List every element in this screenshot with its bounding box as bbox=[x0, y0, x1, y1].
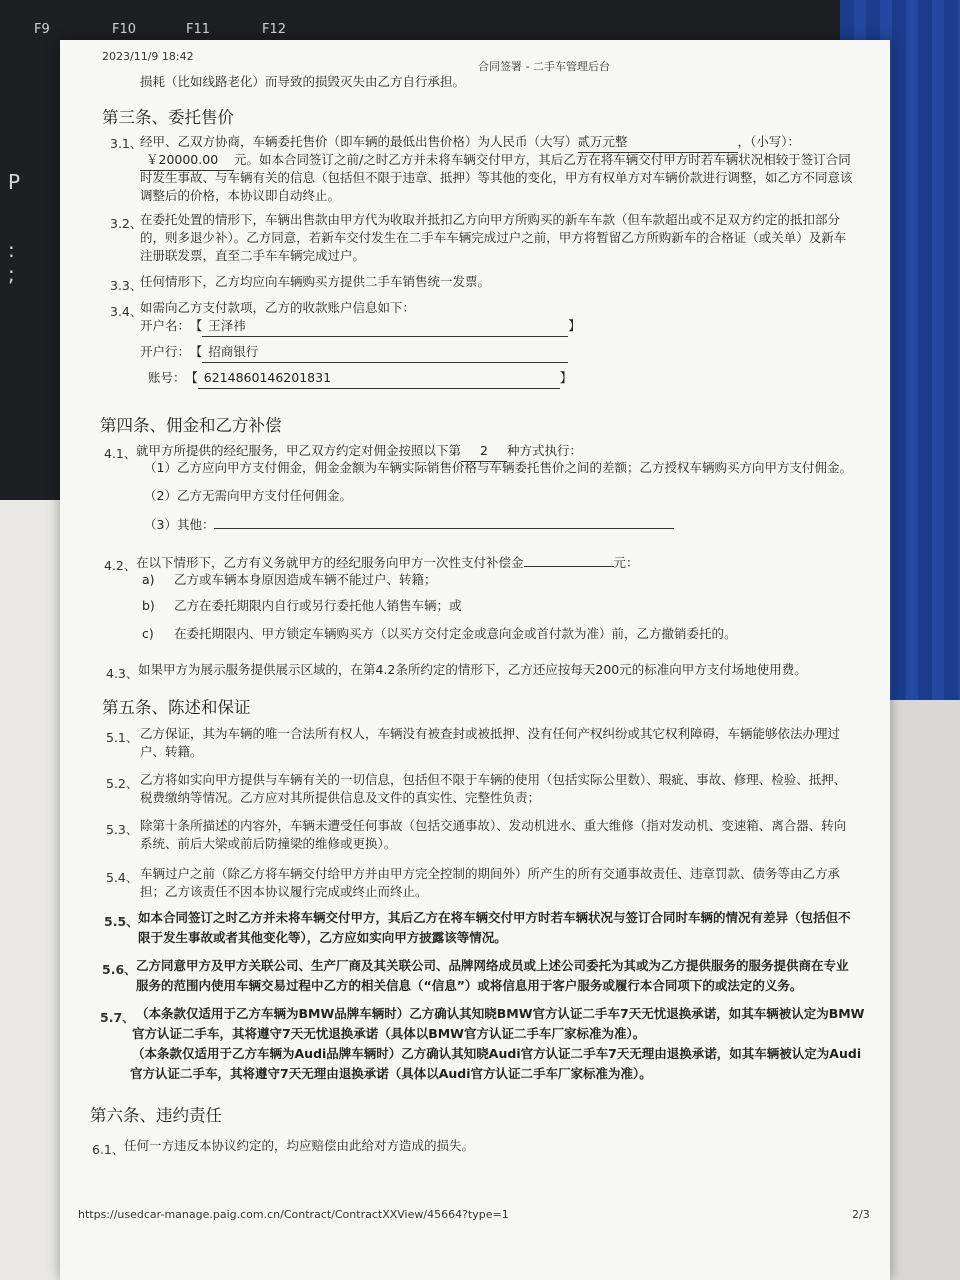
key-f9: F9 bbox=[34, 22, 50, 37]
clause-text: 元： bbox=[613, 555, 639, 570]
clause-5-2-line2: 税费缴纳等情况。乙方应对其所提供信息及文件的真实性、完整性负责； bbox=[140, 790, 541, 805]
item-text: 乙方在委托期限内自行或另行委托他人销售车辆；或 bbox=[174, 598, 462, 613]
bracket: 】 bbox=[568, 318, 581, 333]
clause-num: 5.1、 bbox=[106, 730, 139, 745]
clause-text: 种方式执行： bbox=[507, 443, 583, 458]
clause-5-4-line2: 担；乙方该责任不因本协议履行完成或终止而终止。 bbox=[140, 884, 428, 899]
commission-option-2: （2）乙方无需向甲方支付任何佣金。 bbox=[144, 488, 352, 503]
page-number: 2/3 bbox=[852, 1208, 870, 1221]
section-4-title: 第四条、佣金和乙方补偿 bbox=[100, 416, 282, 435]
clause-5-5-line2: 限于发生事故或者其他变化等），乙方应如实向甲方披露该等情况。 bbox=[138, 930, 507, 945]
clause-5-7-line1: （本条款仅适用于乙方车辆为BMW品牌车辆时）乙方确认其知晓BMW官方认证二手车7天无忧退换承诺，如其车辆被认定为BMW bbox=[136, 1006, 865, 1021]
account-number-row bbox=[148, 368, 572, 389]
clause-5-6-line1: 乙方同意甲方及甲方关联公司、生产厂商及其关联公司、品牌网络成员或上述公司委托为其或为乙方提供服务的服务提供商在专业 bbox=[136, 958, 849, 973]
item-text: 乙方或车辆本身原因造成车辆不能过户、转籍； bbox=[174, 572, 437, 587]
clause-text: （3）其他： bbox=[144, 517, 215, 532]
key-f10: F10 bbox=[112, 22, 137, 37]
bank-label: 开户行： bbox=[140, 344, 191, 359]
clause-5-5-line1: 如本合同签订之时乙方并未将车辆交付甲方，其后乙方在将车辆交付甲方时若车辆状况与签订合同时车辆的情况有差异（包括但不 bbox=[138, 910, 851, 925]
footer-url: https://usedcar-manage.paig.com.cn/Contract/ContractXXView/45664?type=1 bbox=[78, 1208, 509, 1221]
item-text: 在委托期限内、甲方锁定车辆购买方（以买方交付定金或意向金或首付款为准）前，乙方撤销委托的。 bbox=[174, 626, 737, 641]
account-holder-row bbox=[140, 316, 581, 337]
clause-3-1-line3: 时发生事故、与车辆有关的信息（包括但不限于违章、抵押）等其他的变化，甲方有权单方对车辆价款进行调整，如乙方不同意该 bbox=[140, 170, 853, 185]
clause-text: 经甲、乙双方协商，车辆委托售价（即车辆的最低出售价格）为人民币（大写） bbox=[140, 134, 578, 149]
clause-num: 5.2、 bbox=[106, 776, 139, 791]
clause-5-1-line1: 乙方保证，其为车辆的唯一合法所有权人，车辆没有被查封或被抵押、没有任何产权纠纷或其它权利障碍，车辆能够依法办理过 bbox=[140, 726, 841, 741]
amount-lower-field: ￥20000.00 bbox=[140, 150, 234, 171]
bracket: 【 bbox=[196, 318, 203, 333]
section-3-title: 第三条、委托售价 bbox=[102, 108, 234, 127]
section-5-title: 第五条、陈述和保证 bbox=[102, 698, 251, 717]
clause-3-4-line1: 如需向乙方支付款项，乙方的收款账户信息如下： bbox=[140, 300, 416, 315]
key-p: P bbox=[8, 170, 21, 194]
account-number-label: 账号： bbox=[148, 370, 186, 385]
compensation-amount-field bbox=[524, 552, 614, 567]
section-6-title: 第六条、违约责任 bbox=[90, 1106, 222, 1125]
bracket: 】 bbox=[559, 370, 573, 385]
clause-3-2-line2: 的，则多退少补）。乙方同意，若新车交付发生在二手车车辆完成过户之前，甲方将暂留乙方所购新车的合格证（或关单）及新车 bbox=[140, 230, 847, 245]
clause-5-4-line1: 车辆过户之前（除乙方将车辆交付给甲方并由甲方完全控制的期间外）所产生的所有交通事故责任、违章罚款、债务等由乙方承 bbox=[140, 866, 841, 881]
clause-num: 5.7、 bbox=[100, 1010, 135, 1025]
clause-5-7-line2: 官方认证二手车，其将遵守7天无忧退换承诺（具体以BMW官方认证二手车厂家标准为准）。 bbox=[132, 1026, 646, 1041]
bank-value: 招商银行 bbox=[202, 342, 568, 363]
key-f12: F12 bbox=[262, 22, 287, 37]
clause-num: 5.3、 bbox=[106, 822, 139, 837]
clause-5-3-line1: 除第十条所描述的内容外，车辆未遭受任何事故（包括交通事故）、发动机进水、重大维修（指对发动机、变速箱、离合器、转向 bbox=[140, 818, 847, 833]
clause-5-7-line4: 官方认证二手车，其将遵守7天无理由退换承诺（具体以Audi官方认证二手车厂家标准为准）。 bbox=[130, 1066, 652, 1081]
bracket: 【 bbox=[196, 344, 203, 359]
clause-num: 4.3、 bbox=[106, 666, 139, 681]
key-f11: F11 bbox=[186, 22, 211, 37]
account-holder-value: 王泽祎 bbox=[202, 316, 568, 337]
clause-text: ，（小写）： bbox=[737, 134, 801, 149]
clause-3-3-line1: 任何情形下，乙方均应向车辆购买方提供二手车销售统一发票。 bbox=[140, 274, 491, 289]
clause-3-2-line1: 在委托处置的情形下，车辆出售款由甲方代为收取并抵扣乙方向甲方所购买的新车车款（但车款超出或不足双方约定的抵扣部分 bbox=[140, 212, 841, 227]
carryover-text: 损耗（比如线路老化）而导致的损毁灭失由乙方自行承担。 bbox=[140, 74, 466, 89]
clause-num: 3.1、 bbox=[110, 136, 143, 151]
clause-num: 4.1、 bbox=[104, 446, 137, 461]
clause-6-1-line1: 任何一方违反本协议约定的，均应赔偿由此给对方造成的损失。 bbox=[124, 1138, 475, 1153]
clause-num: 4.2、 bbox=[104, 558, 137, 573]
clause-num: 6.1、 bbox=[92, 1142, 125, 1157]
clause-num: 3.2、 bbox=[110, 216, 143, 231]
clause-5-6-line2: 服务的范围内使用车辆交易过程中乙方的相关信息（“信息”）或将信息用于客户服务或履行本合同项下的或法定的义务。 bbox=[136, 978, 803, 993]
contract-page bbox=[60, 40, 890, 1280]
bracket: 【 bbox=[191, 370, 198, 385]
print-header-title: 合同签署 - 二手车管理后台 bbox=[478, 60, 610, 73]
commission-option-3 bbox=[144, 514, 674, 535]
key-semicolon: ; bbox=[8, 262, 15, 286]
clause-num: 5.4、 bbox=[106, 870, 139, 885]
clause-5-1-line2: 户、转籍。 bbox=[140, 744, 203, 759]
item-mark: a) bbox=[142, 572, 155, 587]
clause-5-2-line1: 乙方将如实向甲方提供与车辆有关的一切信息，包括但不限于车辆的使用（包括实际公里数）、瑕疵、事故、修理、检验、抵押、 bbox=[140, 772, 847, 787]
clause-3-2-line3: 注册联发票，直至二手车车辆完成过户。 bbox=[140, 248, 366, 263]
other-blank-field bbox=[214, 514, 674, 529]
bank-row bbox=[140, 342, 568, 363]
commission-option-field: 2 bbox=[461, 441, 507, 462]
clause-4-3-line1: 如果甲方为展示服务提供展示区域的，在第4.2条所约定的情形下，乙方还应按每天200元的标准向甲方支付场地使用费。 bbox=[138, 662, 807, 677]
account-number-value: 6214860146201831 bbox=[198, 368, 560, 389]
item-mark: c) bbox=[142, 626, 154, 641]
amount-upper-field: 贰万元整 bbox=[578, 132, 738, 153]
clause-text: 在以下情形下，乙方有义务就甲方的经纪服务向甲方一次性支付补偿金 bbox=[136, 555, 524, 570]
account-holder-label: 开户名： bbox=[140, 318, 191, 333]
clause-5-3-line2: 系统、前后大梁或前后防撞梁的维修或更换）。 bbox=[140, 836, 397, 851]
clause-num: 3.3、 bbox=[110, 278, 143, 293]
key-colon: : bbox=[8, 238, 15, 262]
clause-num: 5.6、 bbox=[102, 962, 137, 977]
clause-text: 就甲方所提供的经纪服务，甲乙双方约定对佣金按照以下第 bbox=[136, 443, 462, 458]
clause-text: 元。如本合同签订之前/之时乙方并未将车辆交付甲方，其后乙方在将车辆交付甲方时若车辆状况相较于签订合同 bbox=[234, 152, 851, 167]
clause-3-1-line4: 调整后的价格，本协议即自动终止。 bbox=[140, 188, 341, 203]
print-datetime: 2023/11/9 18:42 bbox=[102, 50, 194, 63]
clause-num: 3.4、 bbox=[110, 304, 143, 319]
clause-5-7-line3: （本条款仅适用于乙方车辆为Audi品牌车辆时）乙方确认其知晓Audi官方认证二手车7天无理由退换承诺，如其车辆被认定为Audi bbox=[132, 1046, 862, 1061]
clause-num: 5.5、 bbox=[104, 914, 139, 929]
item-mark: b) bbox=[142, 598, 155, 613]
commission-option-1: （1）乙方应向甲方支付佣金，佣金金额为车辆实际销售价格与车辆委托售价之间的差额；乙方授权车辆购买方向甲方支付佣金。 bbox=[144, 460, 852, 475]
